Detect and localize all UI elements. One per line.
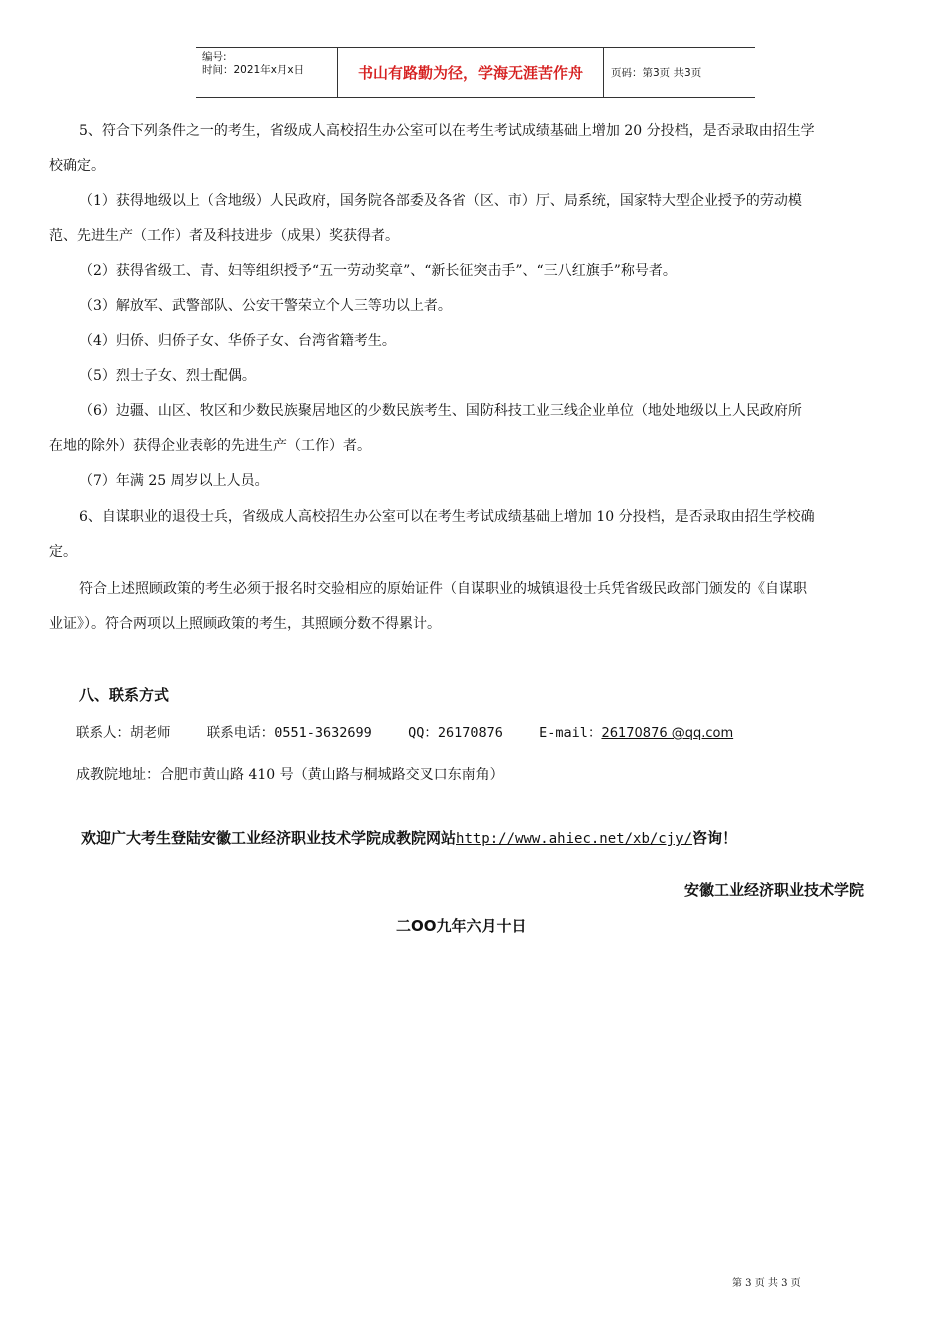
contact-person: 联系人：胡老师 (76, 725, 171, 741)
header-meta (196, 48, 338, 97)
number-label: 编号: (202, 51, 227, 63)
paragraph-6-line-2: 定。 (49, 544, 77, 560)
page-footer: 第 3 页 共 3 页 (732, 1278, 801, 1289)
welcome-suffix: 咨询！ (692, 829, 738, 847)
contact-email-link[interactable]: 26170876 @qq.com (601, 726, 734, 741)
signature-org: 安徽工业经济职业技术学院 (684, 881, 865, 899)
condition-3-text: （3）解放军、武警部队、公安干警荣立个人三等功以上者。 (79, 298, 452, 314)
condition-1 (49, 184, 902, 254)
contact-line (76, 721, 733, 741)
condition-5 (49, 359, 902, 394)
condition-7 (49, 464, 902, 499)
paragraph-6 (49, 500, 902, 570)
condition-5-text: （5）烈士子女、烈士配偶。 (79, 368, 256, 384)
note-paragraph (49, 572, 902, 642)
condition-4-text: （4）归侨、归侨子女、华侨子女、台湾省籍考生。 (79, 333, 396, 349)
condition-6-line-1: （6）边疆、山区、牧区和少数民族聚居地区的少数民族考生、国防科技工业三线企业单位（地处地级以上人民政府所 (79, 403, 802, 419)
contact-heading: 八、联系方式 (79, 686, 170, 704)
contact-email-label: E-mail： (539, 725, 602, 741)
paragraph-6-line-1: 6、自谋职业的退役士兵，省级成人高校招生办公室可以在考生考试成绩基础上增加 10 分投档，是否录取由招生学校确 (79, 509, 815, 525)
note-line-2: 业证》）。符合两项以上照顾政策的考生，其照顾分数不得累计。 (49, 616, 441, 632)
welcome-prefix: 欢迎广大考生登陆安徽工业经济职业技术学院成教院网站 (81, 829, 457, 847)
paragraph-5-line-2: 校确定。 (49, 158, 105, 174)
condition-6 (49, 394, 902, 464)
condition-3 (49, 289, 902, 324)
website-link[interactable]: http://www.ahiec.net/xb/cjy/ (456, 831, 693, 847)
condition-7-text: （7）年满 25 周岁以上人员。 (79, 473, 269, 489)
contact-address: 成教院地址：合肥市黄山路 410 号（黄山路与桐城路交叉口东南角） (76, 767, 504, 783)
time-label: 时间：2021年x月x日 (202, 64, 305, 76)
condition-2-text: （2）获得省级工、青、妇等组织授予“五一劳动奖章”、“新长征突击手”、“三八红旗手”称号者。 (79, 263, 677, 279)
note-line-1: 符合上述照顾政策的考生必须于报名时交验相应的原始证件（自谋职业的城镇退役士兵凭省级民政部门颁发的《自谋职 (79, 581, 807, 597)
welcome-line (81, 827, 737, 848)
paragraph-5 (49, 114, 902, 184)
condition-1-line-2: 范、先进生产（工作）者及科技进步（成果）奖获得者。 (49, 228, 399, 244)
condition-1-line-1: （1）获得地级以上（含地级）人民政府，国务院各部委及各省（区、市）厅、局系统，国家特大型企业授予的劳动模 (79, 193, 802, 209)
condition-4 (49, 324, 902, 359)
page-header (196, 47, 755, 98)
contact-qq: QQ：26170876 (408, 725, 503, 741)
header-page-info: 页码：第3页 共3页 (611, 67, 702, 79)
contact-phone: 联系电话：0551-3632699 (206, 725, 372, 741)
signature-date: 二OO九年六月十日 (396, 917, 527, 935)
header-motto: 书山有路勤为径，学海无涯苦作舟 (338, 48, 604, 97)
paragraph-5-line-1: 5、符合下列条件之一的考生，省级成人高校招生办公室可以在考生考试成绩基础上增加 20 分投档，是否录取由招生学 (79, 123, 815, 139)
condition-2 (49, 254, 902, 289)
condition-6-line-2: 在地的除外）获得企业表彰的先进生产（工作）者。 (49, 438, 371, 454)
